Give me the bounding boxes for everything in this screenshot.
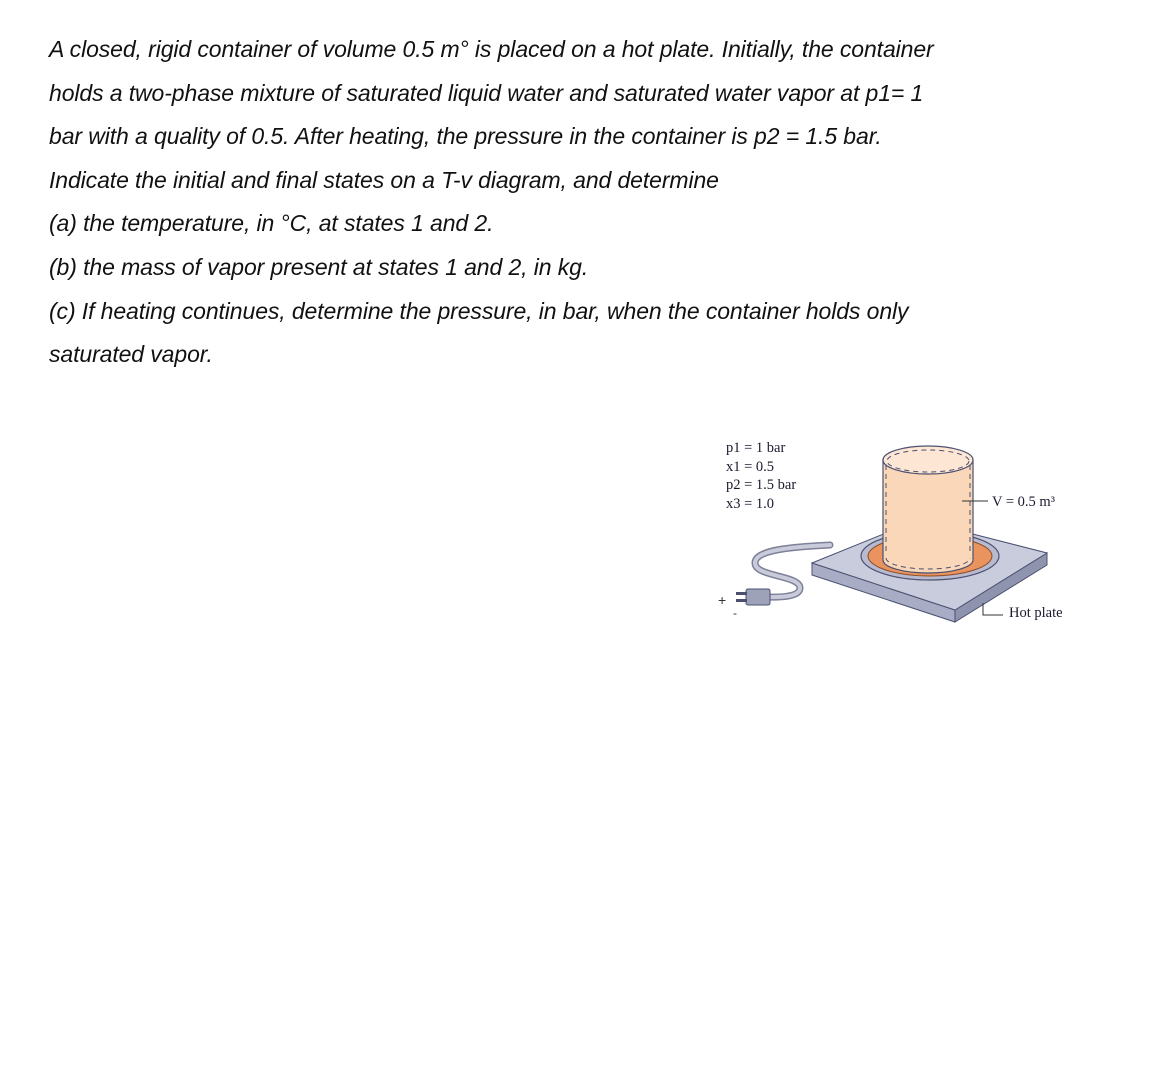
plug-icon [736,589,770,605]
hot-plate-illustration [700,425,1100,640]
container-body [883,460,973,573]
question-c-continued: saturated vapor. [49,341,213,368]
volume-label: V = 0.5 m³ [992,494,1056,510]
question-a: (a) the temperature, in °C, at states 1 and 2. [49,210,494,237]
question-c: (c) If heating continues, determine the pressure, in bar, when the container holds only [49,297,909,324]
hot-plate-leader-line [983,603,1003,615]
state-label-p2: p2 = 1.5 bar [726,477,797,493]
state-label-x1: x1 = 0.5 [726,459,775,475]
problem-statement [49,28,1129,377]
question-b: (b) the mass of vapor present at states 1 and 2, in kg. [49,253,589,280]
hot-plate-label: Hot plate [1009,605,1063,621]
container-top [883,446,973,474]
plug-minus-sign: - [733,606,737,620]
hot-plate-figure [700,425,1100,640]
problem-line-3: bar with a quality of 0.5. After heating, the pressure in the container is p2 = 1.5 bar. [49,123,882,150]
problem-line-2: holds a two-phase mixture of saturated liquid water and saturated water vapor at p1= 1 [49,79,924,106]
state-label-p1: p1 = 1 bar [726,440,786,456]
state-label-x3: x3 = 1.0 [726,496,775,512]
problem-line-4: Indicate the initial and final states on a T-v diagram, and determine [49,166,719,193]
problem-line-1: A closed, rigid container of volume 0.5 m° is placed on a hot plate. Initially, the container [49,36,934,62]
plug-plus-sign: + [718,592,727,608]
